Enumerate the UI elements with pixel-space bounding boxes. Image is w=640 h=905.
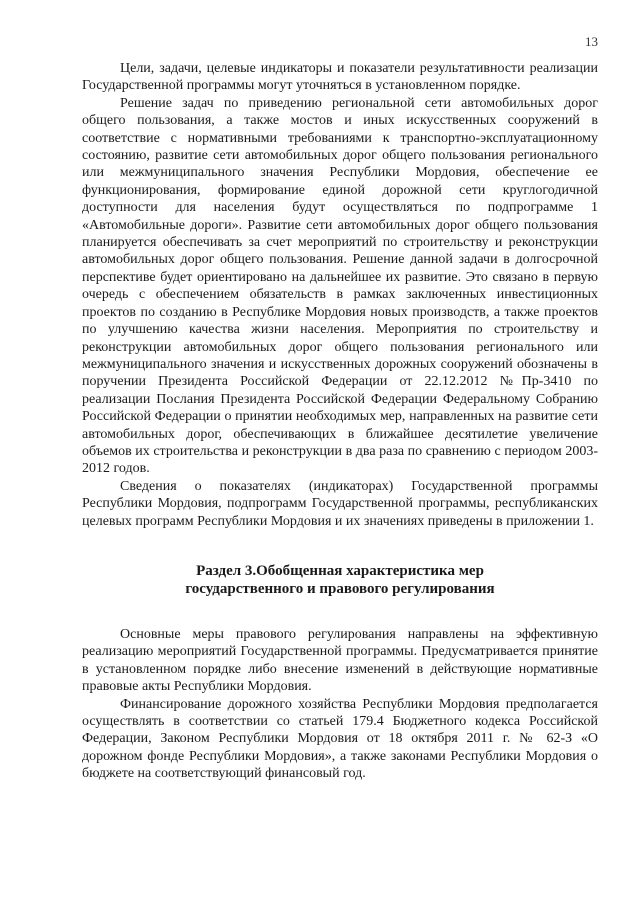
section-heading-line-1: Раздел 3.Обобщенная характеристика мер <box>196 562 484 579</box>
paragraph-financing: Финансирование дорожного хозяйства Республики Мордовия предполагается осуществлять в соответствии со статьей 179.4 Бюджетного кодекса Российской Федерации, Законом Республики Мордовия от 18 октября 2011 г. № 62-З «О дорожном фонде Республики Мордовия», а также законами Республики Мордовия о бюджете на соответствующий финансовый год. <box>82 696 598 782</box>
paragraph-legal-regulation: Основные меры правового регулирования направлены на эффективную реализацию мероприятий Государственной программы. Предусматривается принятие в установленном порядке либо внесение изменений в действующие нормативные правовые акты Республики Мордовия. <box>82 626 598 695</box>
paragraph-indicators: Цели, задачи, целевые индикаторы и показатели результативности реализации Государственной программы могут уточняться в установленном порядке. <box>82 61 598 94</box>
page-number: 13 <box>585 34 598 49</box>
document-body <box>82 60 598 783</box>
paragraph-indicator-info: Сведения о показателях (индикаторах) Государственной программы Республики Мордовия, подпрограмм Государственной программы, республиканских целевых программ Республики Мордовия и их значениях приведены в приложении 1. <box>82 478 598 529</box>
paragraph-road-network: Решение задач по приведению региональной сети автомобильных дорог общего пользования, а также мостов и иных искусственных сооружений в соответствие с нормативными требованиями к транспортно-эксплуатационному состоянию, развитие сети автомобильных дорог общего пользования регионального или межмуниципального значения Республики Мордовия, обеспечение ее функционирования, формирование единой дорожной сети круглогодичной доступности для населения будут осуществляться по подпрограмме 1 «Автомобильные дороги». Развитие сети автомобильных дорог общего пользования планируется обеспечивать за счет мероприятий по строительству и реконструкции автомобильных дорог общего пользования. Решение данной задачи в долгосрочной перспективе будет ориентировано на дальнейшее их развитие. Это связано в первую очередь с обеспечением обязательств в рамках заключенных инвестиционных проектов по созданию в Республике Мордовия новых производств, а также проектов по улучшению качества жизни населения. Мероприятия по строительству и реконструкции автомобильных дорог общего пользования регионального или межмуниципального значения и искусственных дорожных сооружений обозначены в поручении Президента Российской Федерации от 22.12.2012 №Пр-3410 по реализации Послания Президента Российской Федерации Федеральному Собранию Российской Федерации о принятии необходимых мер, направленных на развитие сети автомобильных дорог, обеспечивающих в ближайшее десятилетие увеличение объемов их строительства и реконструкции в два раза по сравнению с периодом 2003-2012 годов. <box>82 95 598 477</box>
section-heading-line-2: государственного и правового регулирования <box>185 580 495 597</box>
section-heading <box>82 562 598 598</box>
